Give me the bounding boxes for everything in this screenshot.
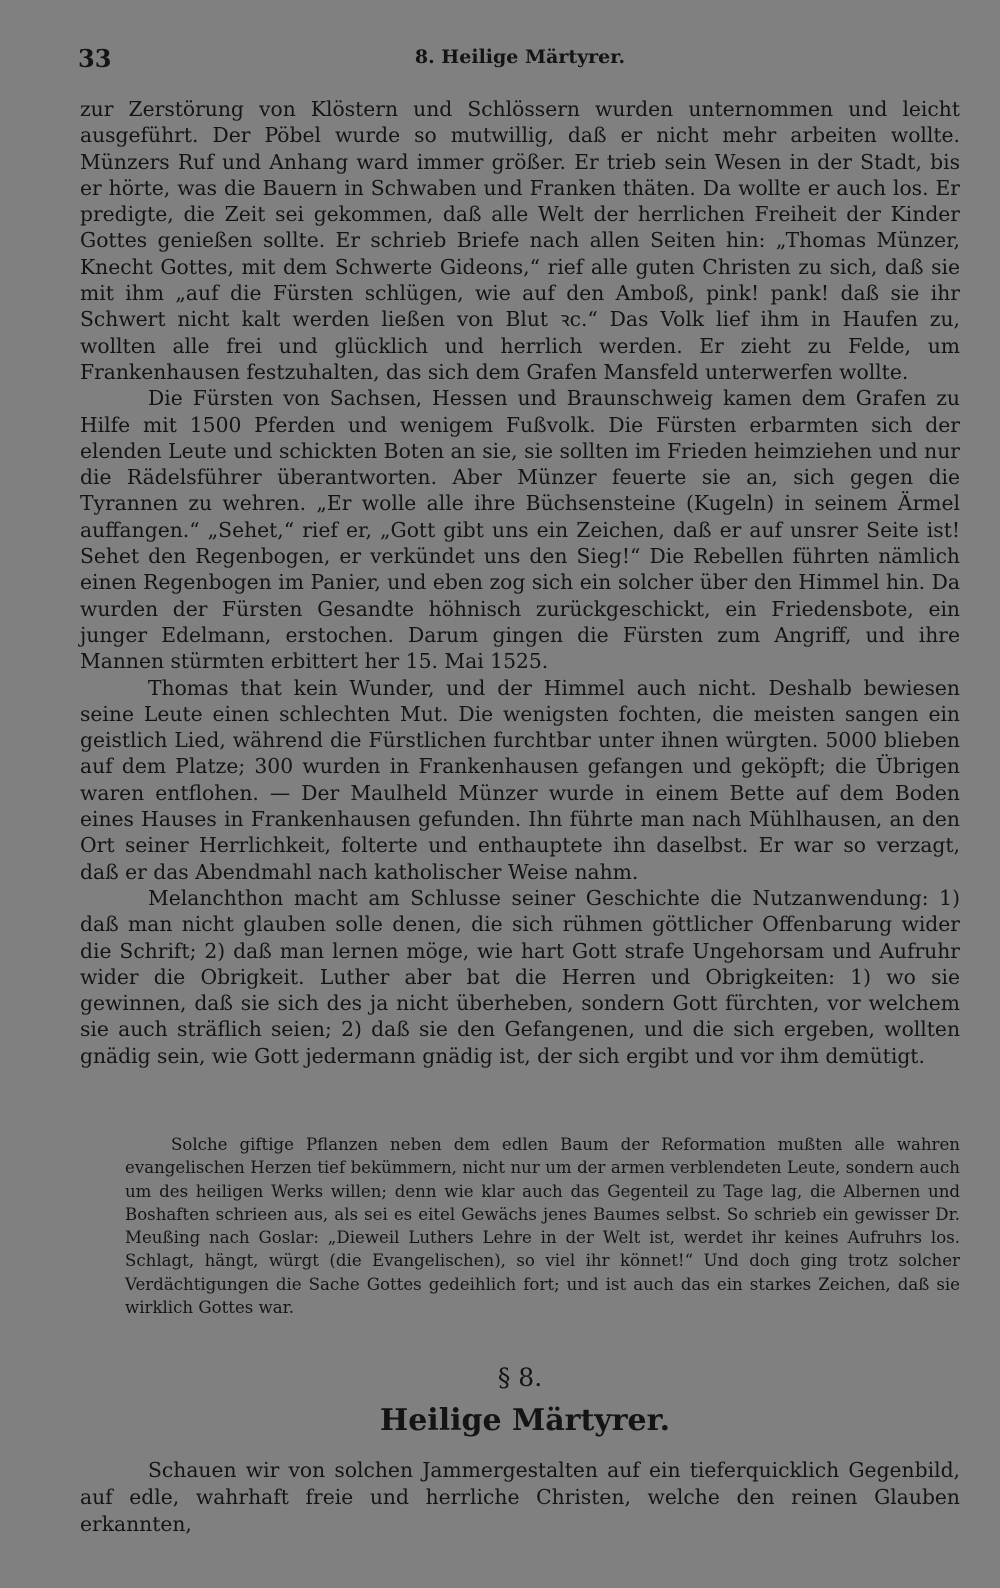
small-print-paragraph: Solche giftige Pflanzen neben dem edlen Baum der Reformation mußten alle wahren evangelischen Herzen tief bekümmern, nicht nur um der armen verblendeten Leute, sondern auch um des heiligen Werks willen; denn wie klar auch das Gegenteil zu Tage lag, die Albernen und Boshaften schrieen aus, als sei es eitel Gewächs jenes Baumes selbst. So schrieb ein gewisser Dr. Meußing nach Goslar: „Dieweil Luthers Lehre in der Welt ist, werdet ihr keines Aufruhrs los. Schlagt, hängt, würgt (die Evangelischen), so viel ihr könnet!“ Und doch ging trotz solcher Verdächtigungen die Sache Gottes gedeihlich fort; und ist auch das ein starkes Zeichen, daß sie wirklich Gottes war.	[125, 1135, 960, 1318]
paragraph-2: Die Fürsten von Sachsen, Hessen und Braunschweig kamen dem Grafen zu Hilfe mit 1500 Pferden und wenigem Fußvolk. Die Fürsten erbarmten sich der elenden Leute und schickten Boten an sie, sie sollten im Frieden heimziehen und nur die Rädelsführer überantworten. Aber Münzer feuerte sie an, sich gegen die Tyrannen zu wehren. „Er wolle alle ihre Büchsensteine (Kugeln) in seinem Ärmel auffangen.“ „Sehet,“ rief er, „Gott gibt uns ein Zeichen, daß er auf unsrer Seite ist! Sehet den Regenbogen, er verkündet uns den Sieg!“ Die Rebellen führten nämlich einen Regenbogen im Panier, und eben zog sich ein solcher über den Himmel hin. Da wurden der Fürsten Gesandte höhnisch zurückgeschickt, ein Friedensbote, ein junger Edelmann, erstochen. Darum gingen die Fürsten zum Angriff, und ihre Mannen stürmten erbittert her 15. Mai 1525.	[80, 386, 960, 674]
main-text	[80, 96, 960, 1069]
page-number: 33	[78, 44, 112, 73]
running-title: 8. Heilige Märtyrer.	[414, 46, 626, 68]
paragraph-1: zur Zerstörung von Klöstern und Schlössern wurden unternommen und leicht ausgeführt. Der Pöbel wurde so mutwillig, daß er nicht mehr arbeiten wollte. Münzers Ruf und Anhang ward immer größer. Er trieb sein Wesen in der Stadt, bis er hörte, was die Bauern in Schwaben und Franken thäten. Da wollte er auch los. Er predigte, die Zeit sei gekommen, daß alle Welt der herrlichen Freiheit der Kinder Gottes genießen sollte. Er schrieb Briefe nach allen Seiten hin: „Thomas Münzer, Knecht Gottes, mit dem Schwerte Gideons,“ rief alle guten Christen zu sich, daß sie mit ihm „auf die Fürsten schlügen, wie auf den Amboß, pink! pank! daß sie ihr Schwert nicht kalt werden ließen von Blut ꝛc.“ Das Volk lief ihm in Haufen zu, wollten alle frei und glücklich und herrlich werden. Er zieht zu Felde, um Frankenhausen festzuhalten, das sich dem Grafen Mansfeld unterwerfen wollte.	[80, 97, 960, 384]
section-number: § 8.	[497, 1363, 543, 1392]
paragraph-3: Thomas that kein Wunder, und der Himmel auch nicht. Deshalb bewiesen seine Leute einen schlechten Mut. Die wenigsten fochten, die meisten sangen ein geistlich Lied, während die Fürstlichen furchtbar unter ihnen würgten. 5000 blieben auf dem Platze; 300 wurden in Frankenhausen gefangen und geköpft; die Übrigen waren entflohen. — Der Maulheld Münzer wurde in einem Bette auf dem Boden eines Hauses in Frankenhausen gefunden. Ihn führte man nach Mühlhausen, an den Ort seiner Herrlichkeit, folterte und enthauptete ihn daselbst. Er war so verzagt, daß er das Abendmahl nach katholischer Weise nahm.	[80, 675, 960, 884]
section-intro	[80, 1457, 960, 1538]
running-head	[78, 44, 962, 74]
paragraph-4: Melanchthon macht am Schlusse seiner Geschichte die Nutzanwendung: 1) daß man nicht glauben solle denen, die sich rühmen göttlicher Offenbarung wider die Schrift; 2) daß man lernen möge, wie hart Gott strafe Ungehorsam und Aufruhr wider die Obrigkeit. Luther aber bat die Herren und Obrigkeiten: 1) wo sie gewinnen, daß sie sich des ja nicht überheben, sondern Gott fürchten, vor welchem sie auch sträflich seien; 2) daß sie den Gefangenen, und die sich ergeben, wollten gnädig sein, wie Gott jedermann gnädig ist, der sich ergibt und vor ihm demütigt.	[80, 885, 960, 1068]
section-title: Heilige Märtyrer.	[379, 1403, 671, 1438]
small-print-note	[125, 1133, 960, 1319]
section-intro-paragraph: Schauen wir von solchen Jammergestalten auf ein tieferquicklich Gegenbild, auf edle, wahrhaft freie und herrliche Christen, welche den reinen Glauben erkannten,	[80, 1458, 960, 1536]
